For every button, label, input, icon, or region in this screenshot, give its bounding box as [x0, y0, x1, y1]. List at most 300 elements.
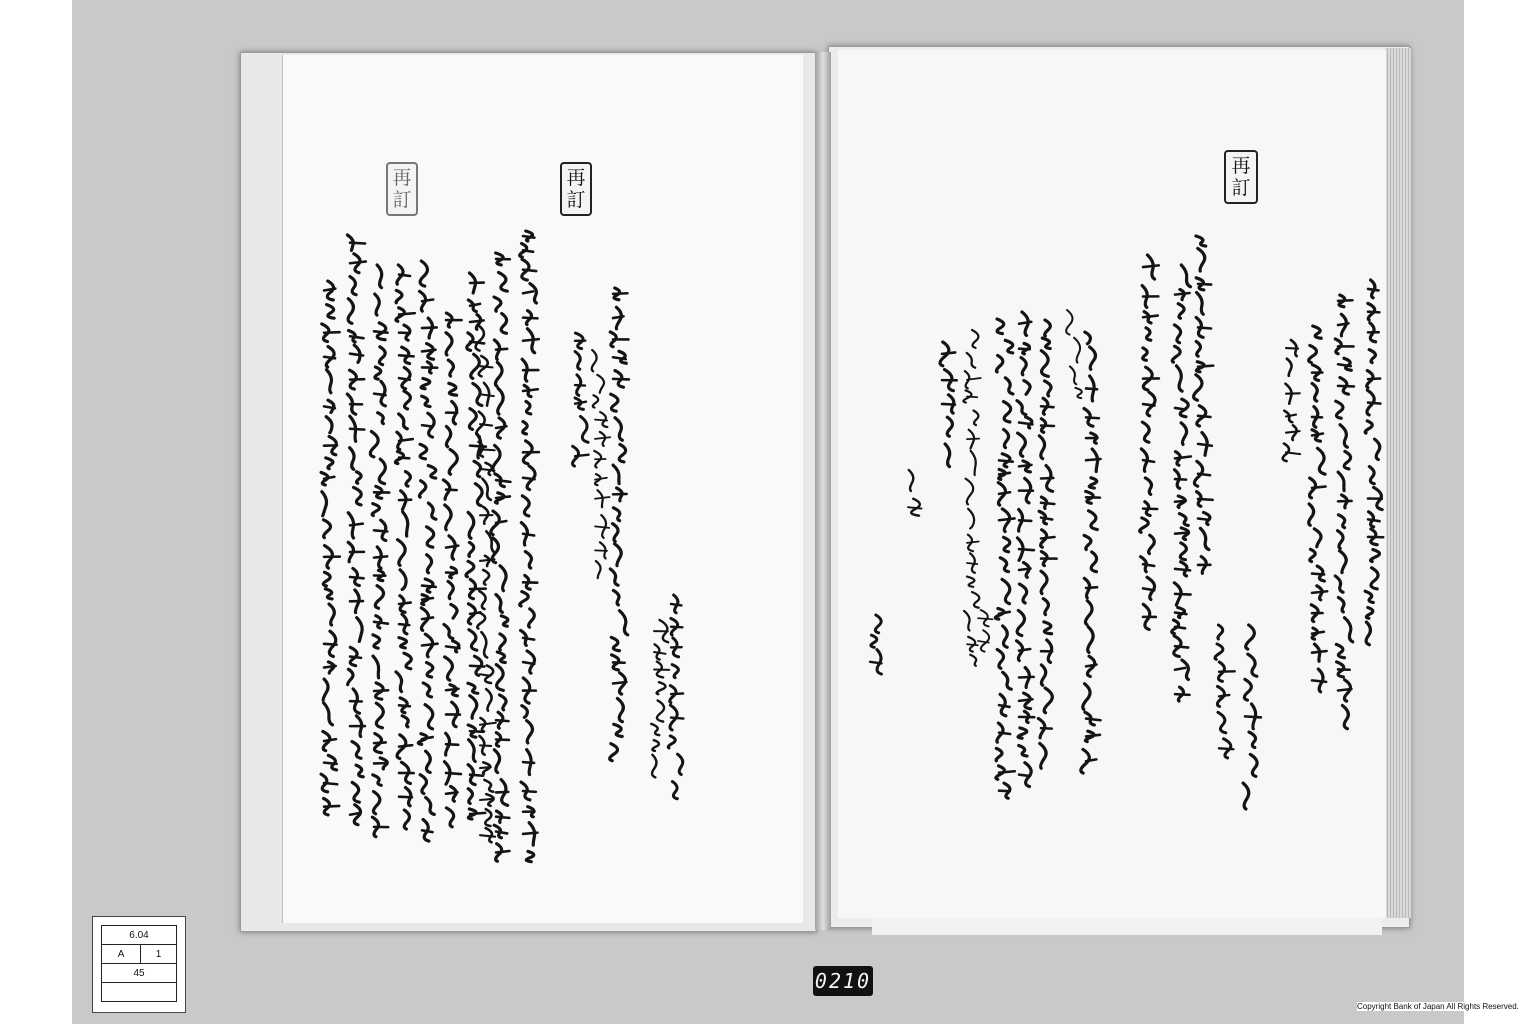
ink-stroke [446, 333, 452, 355]
ink-stroke [967, 541, 979, 542]
ink-stroke [402, 716, 408, 727]
ink-stroke [520, 592, 529, 606]
ink-stroke [1366, 622, 1370, 645]
ink-stroke [399, 797, 412, 798]
ink-stroke [1017, 610, 1024, 635]
ink-stroke [496, 349, 507, 350]
ink-stroke [350, 429, 364, 430]
ink-stroke [396, 672, 402, 692]
ink-stroke [324, 806, 339, 807]
ink-stroke [399, 638, 406, 648]
ink-stroke [1146, 328, 1151, 340]
ink-stroke [444, 624, 453, 638]
ink-stroke [672, 782, 677, 799]
ink-stroke [672, 665, 678, 678]
ink-stroke [1338, 386, 1354, 387]
ink-stroke [324, 739, 336, 741]
ink-stroke [1198, 248, 1205, 271]
right-page-handwriting [838, 50, 1386, 918]
ink-stroke [350, 524, 363, 526]
ink-stroke [375, 367, 381, 379]
ink-stroke [1338, 515, 1344, 528]
ink-stroke [1149, 535, 1155, 553]
ink-stroke [1172, 346, 1180, 362]
ink-stroke [483, 570, 489, 585]
ink-stroke [470, 813, 485, 814]
ink-stroke [399, 745, 412, 746]
ink-stroke [469, 409, 476, 430]
ink-stroke [477, 613, 485, 629]
ink-stroke [971, 451, 976, 475]
ink-stroke [1368, 289, 1378, 291]
ink-stroke [652, 755, 656, 778]
ink-stroke [373, 792, 379, 814]
ink-stroke [324, 332, 340, 333]
ink-stroke [595, 550, 607, 551]
ink-stroke [480, 424, 492, 425]
ink-stroke [426, 751, 431, 772]
ink-stroke [468, 512, 474, 538]
ink-stroke [1365, 591, 1373, 602]
ink-stroke [1085, 601, 1092, 625]
ink-stroke [446, 490, 457, 491]
ink-stroke [1175, 479, 1186, 480]
ink-stroke [972, 330, 978, 348]
ink-stroke [329, 604, 334, 625]
ink-stroke [1243, 783, 1249, 809]
ink-stroke [945, 444, 950, 467]
ink-stroke [1342, 705, 1348, 728]
ink-stroke [1176, 366, 1182, 391]
ink-stroke [479, 591, 485, 609]
ink-stroke [480, 469, 491, 470]
ink-stroke [999, 612, 1010, 614]
ink-stroke [1021, 358, 1026, 375]
ink-stroke [1175, 627, 1185, 629]
ink-stroke [1314, 529, 1321, 547]
ink-stroke [379, 459, 385, 484]
ink-stroke [1179, 514, 1188, 526]
ink-stroke [523, 236, 534, 238]
ink-stroke [1312, 434, 1323, 436]
ink-stroke [327, 305, 334, 319]
ink-stroke [1175, 533, 1188, 534]
ink-stroke [1218, 625, 1223, 639]
ink-stroke [595, 437, 610, 439]
copyright-notice: Copyright Bank of Japan All Rights Reserved. [1357, 1002, 1529, 1011]
ink-stroke [1336, 644, 1344, 657]
ink-stroke [324, 703, 333, 725]
ink-stroke [611, 394, 618, 411]
ink-stroke [613, 508, 619, 521]
ink-stroke [1019, 568, 1031, 570]
ink-stroke [1175, 569, 1190, 571]
stamp-char: 再 [1231, 155, 1251, 177]
ink-stroke [420, 444, 427, 459]
ink-stroke [1003, 672, 1012, 689]
ink-stroke [1088, 627, 1093, 653]
label-cell: 6.04 [102, 926, 177, 945]
ink-stroke [523, 389, 538, 391]
ink-stroke [396, 290, 402, 302]
ink-stroke [481, 632, 487, 657]
ink-stroke [967, 563, 977, 564]
ink-stroke [1086, 665, 1096, 667]
ink-stroke [1338, 300, 1352, 301]
ink-stroke [1312, 383, 1317, 401]
ink-stroke [1043, 599, 1048, 615]
ink-stroke [377, 265, 382, 288]
ink-stroke [522, 706, 528, 718]
ink-stroke [668, 736, 675, 748]
ink-stroke [422, 830, 433, 832]
ink-stroke [1041, 406, 1053, 407]
ink-stroke [1041, 571, 1047, 593]
ink-stroke [375, 294, 380, 315]
ink-stroke [475, 484, 482, 506]
ink-stroke [999, 705, 1010, 707]
ink-stroke [403, 512, 408, 536]
ink-stroke [1312, 680, 1326, 681]
ink-stroke [967, 396, 977, 397]
ink-stroke [1344, 451, 1350, 468]
ink-stroke [525, 552, 531, 568]
ink-stroke [613, 316, 623, 318]
ink-stroke [422, 327, 437, 328]
ink-stroke [1004, 402, 1011, 422]
ink-stroke [496, 665, 503, 691]
ink-stroke [1004, 430, 1009, 448]
ink-stroke [352, 782, 359, 802]
ink-stroke [326, 458, 333, 469]
ink-stroke [615, 544, 622, 566]
ink-stroke [1005, 378, 1013, 394]
ink-stroke [996, 355, 1002, 371]
ink-stroke [1368, 379, 1380, 380]
ink-stroke [480, 745, 491, 746]
ink-stroke [496, 480, 510, 482]
ink-stroke [973, 410, 978, 425]
ink-stroke [399, 705, 410, 706]
ink-stroke [350, 277, 356, 295]
ink-stroke [350, 261, 366, 263]
ink-stroke [470, 775, 483, 776]
ink-stroke [350, 354, 363, 356]
ink-stroke [1368, 403, 1380, 404]
ink-stroke [1312, 651, 1327, 653]
ink-stroke [652, 740, 659, 751]
ink-stroke [999, 473, 1010, 475]
ink-stroke [1286, 415, 1296, 417]
ink-stroke [967, 577, 974, 587]
ink-stroke [374, 622, 388, 624]
ink-stroke [379, 347, 385, 365]
ink-stroke [501, 314, 506, 334]
page-edges [1385, 48, 1411, 918]
ink-stroke [469, 740, 476, 762]
ink-stroke [1086, 587, 1097, 588]
ink-stroke [324, 477, 334, 479]
ink-stroke [1200, 528, 1209, 549]
ink-stroke [1042, 338, 1050, 348]
ink-stroke [1369, 350, 1375, 363]
ink-stroke [404, 653, 411, 669]
ink-stroke [451, 604, 457, 618]
ink-stroke [1089, 478, 1097, 488]
label-cell [102, 983, 177, 1002]
ink-stroke [1181, 423, 1186, 445]
ink-stroke [446, 646, 459, 648]
ink-stroke [575, 402, 586, 404]
ink-stroke [480, 767, 491, 768]
ink-stroke [613, 293, 627, 294]
ink-stroke [1018, 433, 1026, 456]
ink-stroke [999, 733, 1010, 734]
ink-stroke [428, 466, 436, 479]
ink-stroke [619, 611, 627, 635]
ink-stroke [523, 638, 534, 640]
ink-stroke [530, 284, 536, 303]
ink-stroke [1286, 348, 1298, 349]
ink-stroke [526, 851, 534, 861]
ink-stroke [373, 656, 379, 678]
ink-stroke [1002, 579, 1010, 603]
ink-stroke [1019, 677, 1034, 678]
ink-stroke [446, 426, 450, 446]
ink-stroke [1044, 688, 1052, 713]
ink-stroke [575, 455, 589, 456]
book-spine [815, 52, 831, 930]
ink-stroke [614, 724, 622, 736]
ink-stroke [964, 611, 970, 631]
ink-stroke [523, 250, 533, 252]
ink-stroke [480, 449, 495, 450]
ink-stroke [1340, 551, 1347, 573]
ink-stroke [494, 297, 501, 311]
ink-stroke [1084, 535, 1091, 549]
ink-stroke [404, 391, 410, 409]
ink-stroke [871, 635, 877, 647]
ink-stroke [354, 487, 362, 504]
ink-stroke [1313, 326, 1321, 338]
ink-stroke [485, 809, 491, 826]
ink-stroke [1287, 359, 1292, 376]
ink-stroke [480, 366, 492, 367]
ink-stroke [1041, 728, 1052, 729]
ink-stroke [496, 496, 510, 498]
ink-stroke [671, 604, 681, 606]
ink-stroke [999, 771, 1015, 772]
ink-stroke [469, 542, 474, 556]
ink-stroke [422, 300, 433, 302]
ink-stroke [404, 810, 409, 829]
ink-stroke [1045, 320, 1051, 336]
ink-stroke [374, 331, 388, 332]
ink-stroke [1175, 613, 1186, 615]
ink-stroke [480, 799, 493, 800]
ink-stroke [1143, 404, 1155, 406]
ink-stroke [1366, 607, 1373, 618]
ink-stroke [1196, 236, 1206, 246]
left-page-handwriting [282, 55, 802, 923]
ink-stroke [405, 472, 410, 487]
ink-stroke [1182, 660, 1188, 679]
ink-stroke [613, 682, 626, 684]
ink-stroke [496, 851, 509, 852]
ink-stroke [1312, 591, 1327, 593]
ink-stroke [374, 556, 387, 557]
ink-stroke [1175, 293, 1190, 295]
ink-stroke [1017, 401, 1026, 415]
ink-stroke [1219, 695, 1229, 697]
ink-stroke [1019, 520, 1031, 521]
ink-stroke [523, 422, 527, 434]
ink-stroke [1312, 487, 1326, 488]
stamp-char: 再 [566, 167, 586, 189]
ink-stroke [1317, 448, 1325, 474]
ink-stroke [1175, 501, 1186, 502]
ink-stroke [1041, 478, 1053, 479]
ink-stroke [1086, 719, 1100, 721]
ink-stroke [1368, 519, 1380, 521]
label-cell: 45 [102, 964, 177, 983]
ink-stroke [374, 530, 387, 531]
ink-stroke [468, 789, 472, 804]
ink-stroke [1338, 472, 1344, 490]
ink-stroke [422, 598, 433, 600]
ink-stroke [657, 700, 664, 721]
ink-stroke [1198, 327, 1211, 328]
ink-stroke [554, 246, 570, 247]
ink-stroke [378, 413, 384, 424]
ink-stroke [1198, 444, 1212, 446]
ink-stroke [908, 507, 922, 508]
ink-stroke [399, 458, 409, 459]
ink-stroke [596, 561, 601, 578]
ink-stroke [613, 379, 629, 380]
ink-stroke [1143, 348, 1147, 360]
ink-stroke [427, 663, 433, 678]
label-cell: A [102, 945, 141, 964]
ink-stroke [1312, 632, 1324, 634]
ink-stroke [999, 492, 1010, 494]
ink-stroke [374, 690, 388, 691]
ink-stroke [999, 518, 1015, 520]
ink-stroke [1005, 340, 1013, 353]
ink-stroke [1145, 478, 1151, 494]
ink-stroke [1024, 381, 1030, 395]
ink-stroke [422, 644, 438, 646]
ink-stroke [350, 577, 364, 578]
ink-stroke [1175, 594, 1191, 595]
ink-stroke [523, 291, 533, 293]
ink-stroke [500, 695, 507, 710]
ink-stroke [427, 555, 432, 573]
ink-stroke [1019, 649, 1030, 651]
ink-stroke [324, 644, 337, 645]
ink-stroke [496, 426, 506, 428]
ink-stroke [1181, 265, 1190, 287]
ink-stroke [1375, 439, 1380, 459]
ink-stroke [1019, 699, 1033, 701]
ink-stroke [947, 417, 952, 436]
ink-stroke [610, 744, 618, 761]
ink-stroke [357, 618, 362, 642]
ink-stroke [496, 720, 508, 721]
ink-stroke [470, 320, 484, 322]
stamp-char: 訂 [392, 189, 412, 211]
ink-stroke [942, 352, 955, 353]
ink-stroke [671, 718, 683, 719]
ink-stroke [1245, 716, 1261, 717]
ink-stroke [610, 569, 618, 585]
ink-stroke [1198, 284, 1211, 285]
ink-stroke [678, 754, 683, 774]
ink-stroke [501, 616, 508, 626]
ink-stroke [482, 479, 491, 500]
ink-stroke [1198, 416, 1210, 417]
ink-stroke [671, 627, 682, 628]
ink-stroke [1045, 381, 1052, 396]
ink-stroke [1198, 519, 1209, 520]
ink-stroke [466, 561, 474, 576]
ink-stroke [978, 618, 993, 619]
ink-stroke [500, 566, 506, 591]
ink-stroke [1086, 459, 1100, 460]
ink-stroke [469, 630, 477, 650]
ink-stroke [399, 313, 415, 314]
ink-stroke [348, 669, 353, 684]
ink-stroke [1019, 349, 1030, 350]
ink-stroke [422, 737, 433, 739]
ink-stroke [497, 652, 505, 662]
ink-stroke [480, 394, 494, 396]
ink-stroke [324, 763, 337, 764]
ink-stroke [448, 581, 453, 598]
ink-stroke [496, 817, 509, 818]
ink-stroke [427, 527, 434, 547]
ink-stroke [1019, 584, 1026, 603]
ink-stroke [970, 655, 976, 666]
ink-stroke [446, 808, 453, 827]
ink-stroke [356, 472, 361, 483]
ink-stroke [999, 460, 1013, 461]
ink-stroke [657, 682, 666, 694]
ink-stroke [1175, 456, 1191, 458]
ink-stroke [1215, 644, 1223, 659]
label-cell: 1 [141, 945, 177, 964]
ink-stroke [1338, 323, 1348, 325]
ink-stroke [420, 775, 426, 794]
ink-stroke [654, 652, 666, 654]
ink-stroke [348, 299, 353, 324]
ink-stroke [428, 503, 436, 519]
ink-stroke [595, 420, 607, 421]
ink-stroke [997, 319, 1004, 334]
ink-stroke [1338, 531, 1344, 549]
ink-stroke [592, 350, 597, 371]
ink-stroke [1040, 743, 1046, 768]
archive-label-table [101, 925, 177, 1002]
ink-stroke [446, 744, 458, 745]
ink-stroke [422, 617, 433, 619]
ink-stroke [399, 275, 410, 276]
ink-stroke [611, 637, 619, 650]
ink-stroke [1142, 422, 1149, 442]
ink-stroke [997, 649, 1003, 668]
ink-stroke [1074, 338, 1080, 363]
ink-stroke [967, 644, 978, 645]
